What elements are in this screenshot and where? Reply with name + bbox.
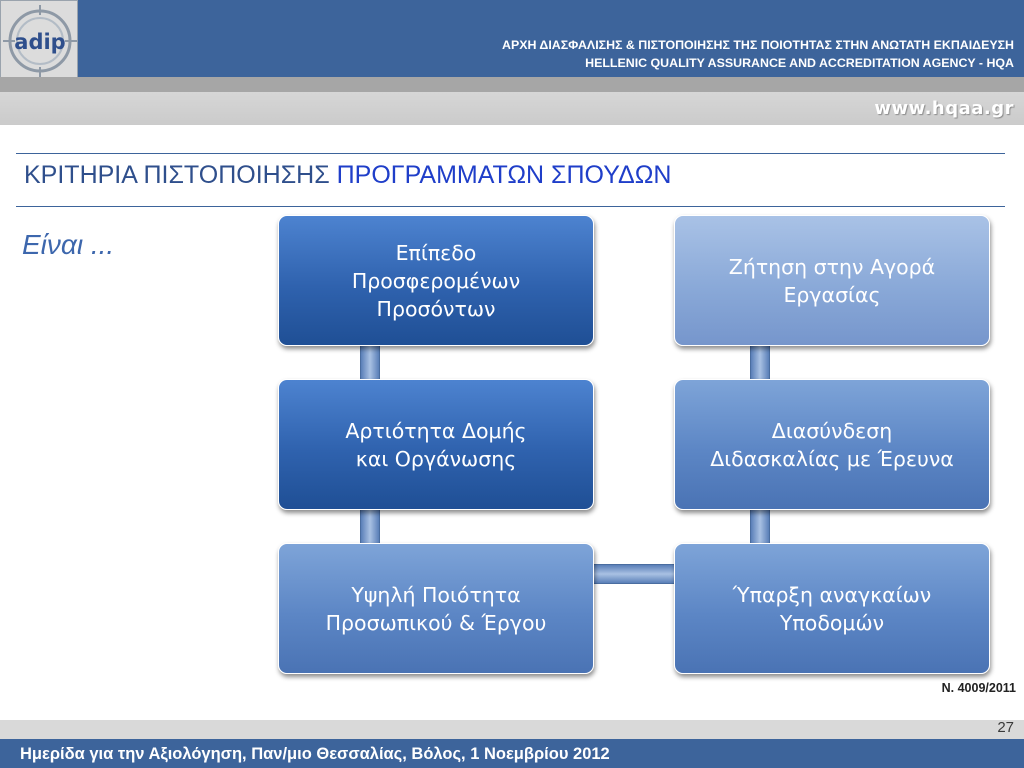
footer-event-text: Ημερίδα για την Αξιολόγηση, Παν/μιο Θεσσαλίας, Βόλος, 1 Νοεμβρίου 2012 [20,745,610,763]
page-number: 27 [997,719,1014,736]
node-qualifications-level [278,215,594,346]
law-reference: Ν. 4009/2011 [941,681,1016,695]
svg-text:adip: adip [14,30,66,54]
connector-horizontal [591,564,675,584]
node-label: Αρτιότητα Δομής και Οργάνωσης [345,418,527,471]
connector-left-bottom [360,509,380,545]
slide-title-part2: ΠΡΟΓΡΑΜΜΑΤΩΝ ΣΠΟΥΔΩΝ [336,161,672,189]
connector-right-top [750,345,770,381]
website-link[interactable]: www.hqaa.gr [874,98,1014,119]
slide-title-part1: ΚΡΙΤΗΡΙΑ ΠΙΣΤΟΠΟΙΗΣΗΣ [24,161,330,189]
hqa-logo [0,0,78,79]
header-gray-strip [0,77,1024,92]
node-label: Ζήτηση στην Αγορά Εργασίας [728,254,936,307]
website-band [0,92,1024,125]
node-label: Ύπαρξη αναγκαίων Υποδομών [732,582,932,635]
node-label: Επίπεδο Προσφερομένων Προσόντων [351,240,521,321]
node-infrastructure [674,543,990,674]
node-staff-work-quality [278,543,594,674]
org-name-greek: ΑΡΧΗ ΔΙΑΣΦΑΛΙΣΗΣ & ΠΙΣΤΟΠΟΙΗΣΗΣ ΤΗΣ ΠΟΙΟΤΗΤΑΣ ΣΤΗΝ ΑΝΩΤΑΤΗ ΕΚΠΑΙΔΕΥΣΗ [502,38,1014,52]
connector-left-top [360,345,380,381]
footer-gray-strip [0,720,1024,739]
slide-title [24,161,671,190]
node-teaching-research-link [674,379,990,510]
node-labor-market-demand [674,215,990,346]
connector-right-bottom [750,509,770,545]
hqa-logo-icon [1,1,79,80]
org-name-english: HELLENIC QUALITY ASSURANCE AND ACCREDITATION AGENCY - HQA [585,56,1014,70]
node-label: Υψηλή Ποιότητα Προσωπικού & Έργου [325,582,547,635]
subtitle: Είναι ... [22,229,115,260]
title-rule-top [16,153,1005,154]
node-label: Διασύνδεση Διδασκαλίας με Έρευνα [710,418,954,471]
title-rule-bottom [16,206,1005,207]
node-structure-organization [278,379,594,510]
